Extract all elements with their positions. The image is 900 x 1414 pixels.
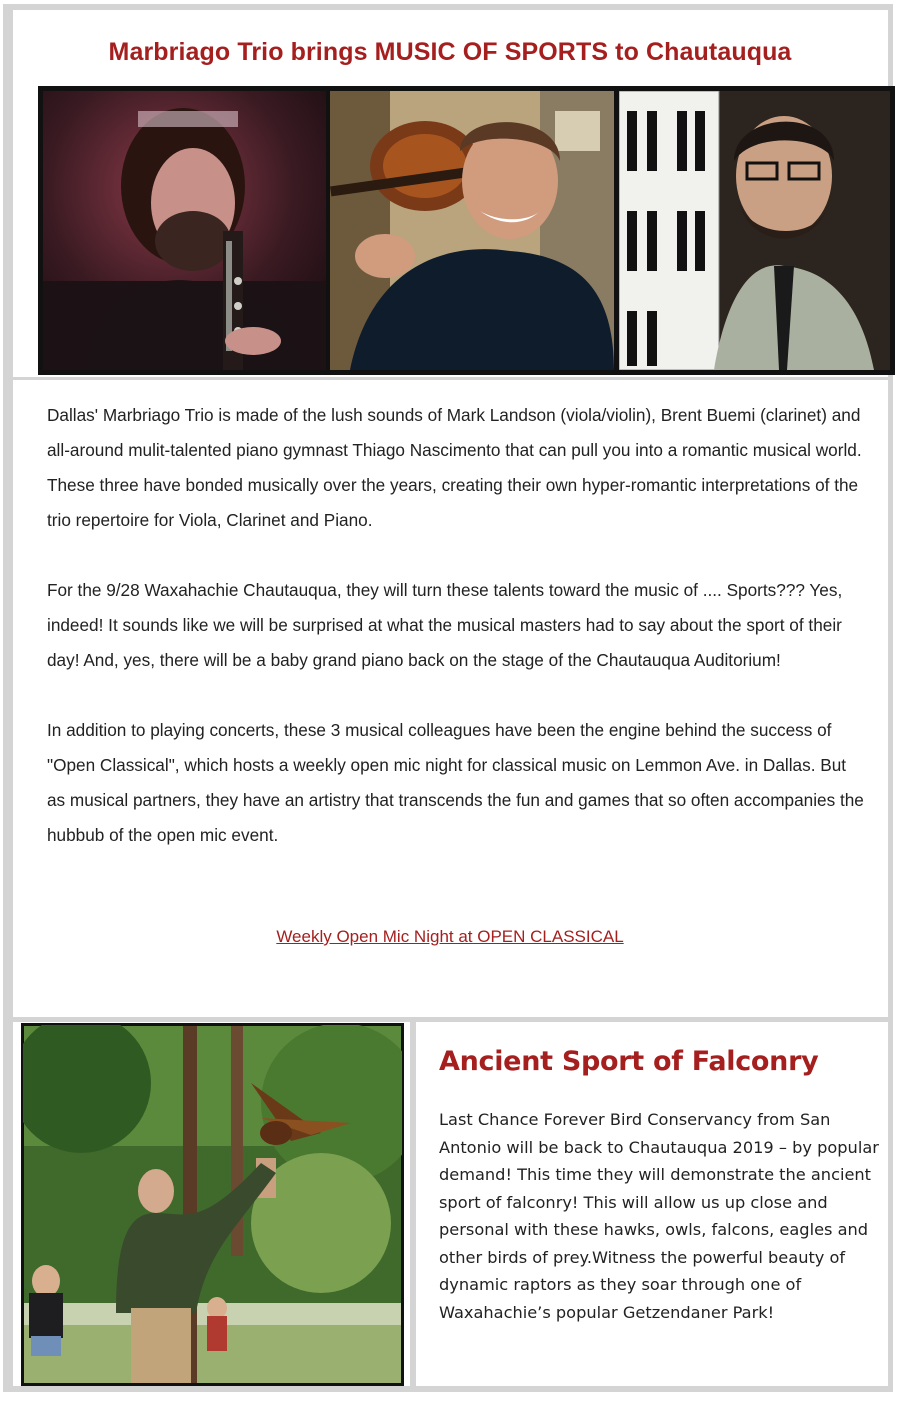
violin-player-photo bbox=[330, 91, 614, 370]
falconry-description: Last Chance Forever Bird Conservancy from San Antonio will be back to Chautauqua 2019 – by popular demand! This time they will demonstrate the ancient sport of falconry! This will allow us up close and personal with these hawks, owls, falcons, eagles and other birds of prey.Witness the powerful beauty of dynamic raptors as they soar through one of Waxahachie’s popular Getzendaner Park! bbox=[439, 1110, 879, 1322]
falconry-photo bbox=[21, 1023, 404, 1386]
article-paragraph: For the 9/28 Waxahachie Chautauqua, they will turn these talents toward the music of .... Sports??? Yes, indeed! It sounds like we will be surprised at what the musical masters had to say about the sport of their day! And, yes, there will be a baby grand piano back on the stage of the Chautauqua Auditorium! bbox=[47, 580, 843, 670]
falconry-title: Ancient Sport of Falconry bbox=[439, 1046, 819, 1077]
article-body bbox=[47, 398, 867, 888]
clarinet-player-photo bbox=[43, 91, 326, 370]
piano-player-photo bbox=[619, 91, 890, 370]
article-paragraph: Dallas' Marbriago Trio is made of the lush sounds of Mark Landson (viola/violin), Brent Buemi (clarinet) and all-around mulit-talented piano gymnast Thiago Nascimento that can pull you into a romantic musical world. These three have bonded musically over the years, creating their own hyper-romantic interpretations of the trio repertoire for Viola, Clarinet and Piano. bbox=[47, 405, 862, 530]
trio-photo-strip bbox=[38, 86, 895, 375]
page-title: Marbriago Trio brings MUSIC OF SPORTS to Chautauqua bbox=[108, 38, 792, 66]
open-classical-link[interactable]: Weekly Open Mic Night at OPEN CLASSICAL bbox=[276, 927, 624, 946]
article-paragraph: In addition to playing concerts, these 3 musical colleagues have been the engine behind the success of "Open Classical", which hosts a weekly open mic night for classical music on Lemmon Ave. in Dallas. But as musical partners, they have an artistry that transcends the fun and games that so often accompanies the hubbub of the open mic event. bbox=[47, 720, 864, 845]
